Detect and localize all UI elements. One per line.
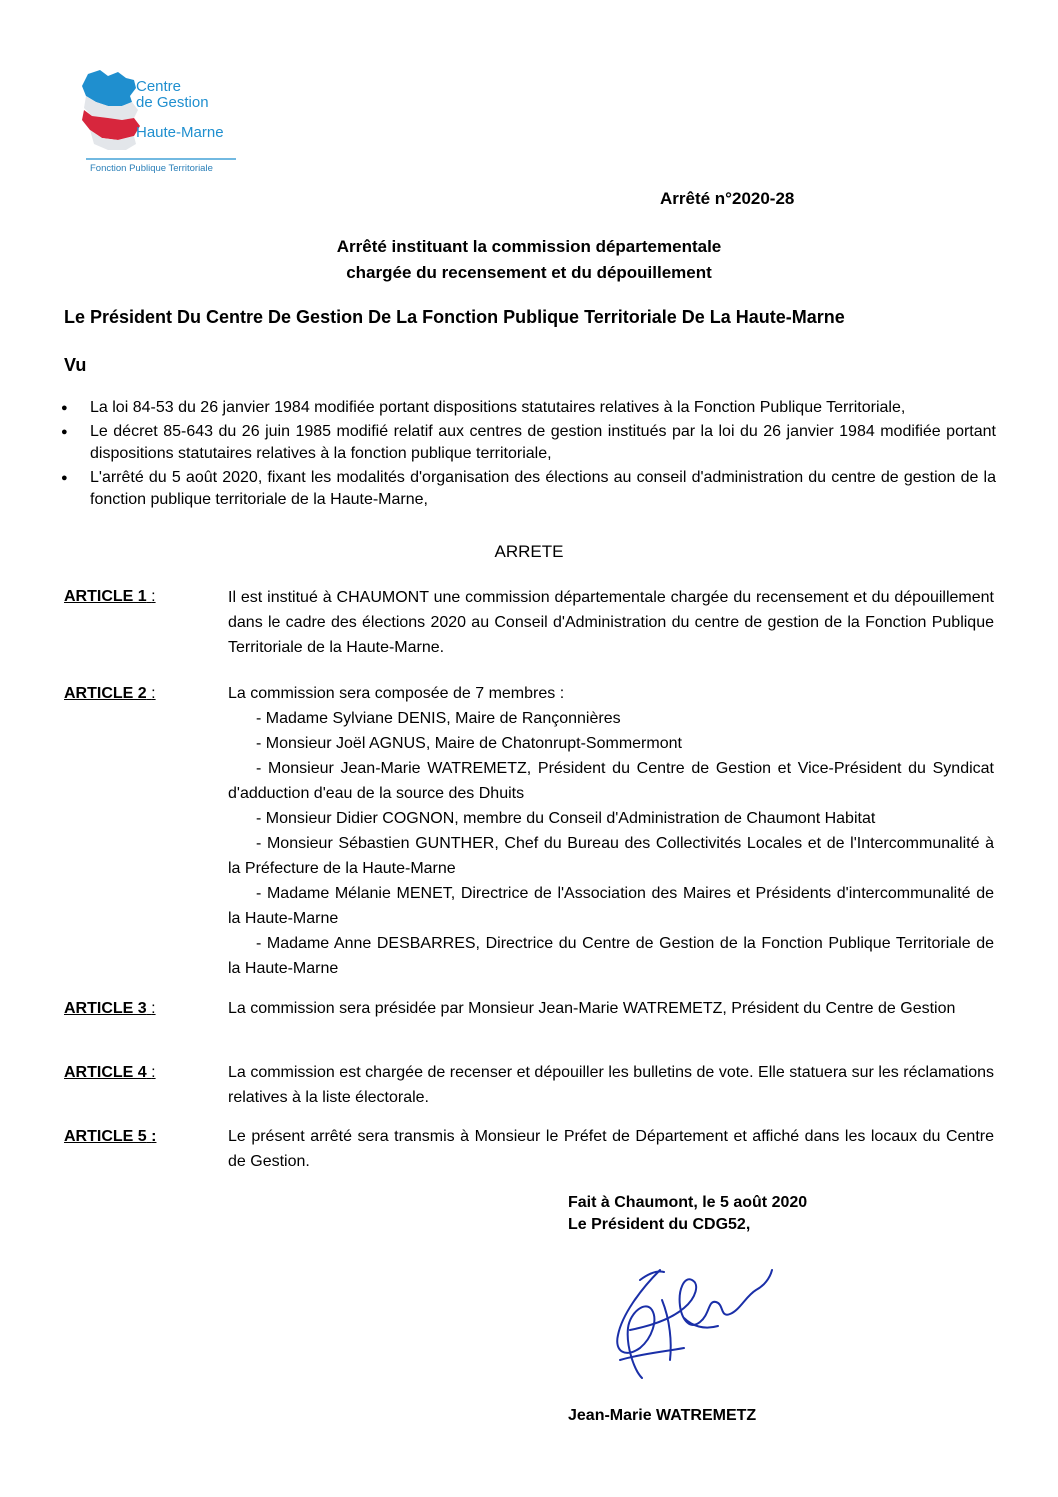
arrete-heading: ARRETE xyxy=(494,542,564,561)
list-item: ● La loi 84-53 du 26 janvier 1984 modifiée portant dispositions statutaires relatives à la Fonction Publique Territoriale, xyxy=(60,397,996,419)
signoff-place-date: Fait à Chaumont, le 5 août 2020 xyxy=(568,1194,808,1211)
article-3-text: La commission sera présidée par Monsieur Jean-Marie WATREMETZ, Président du Centre de Gestion xyxy=(228,1000,956,1017)
signoff-role: Le Président du CDG52, xyxy=(568,1216,751,1233)
article-1-label: ARTICLE 1 : xyxy=(64,588,156,605)
article-2-intro: La commission sera composée de 7 membres : xyxy=(228,685,565,702)
signoff-block xyxy=(568,1192,807,1236)
member-item: - Madame Anne DESBARRES, Directrice du Centre de Gestion de la Fonction Publique Territoriale de la Haute-Marne xyxy=(228,935,994,977)
member-item: - Madame Sylviane DENIS, Maire de Rançonnières xyxy=(256,710,621,727)
member-item: - Madame Mélanie MENET, Directrice de l'Association des Maires et Présidents d'intercommunalité de la Haute-Marne xyxy=(228,885,994,927)
member-item: - Monsieur Didier COGNON, membre du Conseil d'Administration de Chaumont Habitat xyxy=(256,810,876,827)
document-title xyxy=(0,234,1058,286)
article-2-label: ARTICLE 2 : xyxy=(64,685,156,702)
article-3-label: ARTICLE 3 : xyxy=(64,1000,156,1017)
title-line-1: Arrêté instituant la commission départementale xyxy=(336,237,722,256)
article-2-text xyxy=(228,681,994,981)
logo-line-2: de Gestion xyxy=(136,94,209,111)
considerations-list xyxy=(60,397,996,513)
logo-line-1: Centre xyxy=(136,78,182,95)
handwritten-signature xyxy=(600,1260,775,1385)
bullet-icon: ● xyxy=(61,472,68,484)
member-item: - Monsieur Joël AGNUS, Maire de Chatonrupt-Sommermont xyxy=(256,735,682,752)
member-item: - Monsieur Jean-Marie WATREMETZ, Président du Centre de Gestion et Vice-Président du Syndicat d'adduction d'eau de la source des Dhuits xyxy=(228,760,994,802)
article-5-label: ARTICLE 5 : xyxy=(64,1128,157,1145)
bullet-icon: ● xyxy=(61,426,68,438)
list-item: ● Le décret 85-643 du 26 juin 1985 modifié relatif aux centres de gestion institués par la loi du 26 janvier 1984 modifiée portant dispositions statutaires relatives à la fonction publique territoriale, xyxy=(61,423,996,462)
logo-line-3: Haute-Marne xyxy=(136,124,224,141)
list-item: ● L'arrêté du 5 août 2020, fixant les modalités d'organisation des élections au conseil d'administration du centre de gestion de la fonction publique territoriale de la Haute-Marne, xyxy=(61,469,996,508)
logo-tagline: Fonction Publique Territoriale xyxy=(90,163,213,174)
decree-number: Arrêté n°2020-28 xyxy=(660,189,795,208)
article-5-text: Le présent arrêté sera transmis à Monsieur le Préfet de Département et affiché dans les locaux du Centre de Gestion. xyxy=(228,1128,994,1170)
member-item: - Monsieur Sébastien GUNTHER, Chef du Bureau des Collectivités Locales et de l'Intercommunalité à la Préfecture de la Haute-Marne xyxy=(228,835,994,877)
cdg-logo xyxy=(78,66,243,176)
bullet-icon: ● xyxy=(61,402,68,414)
vu-label: Vu xyxy=(64,355,87,375)
article-4-text: La commission est chargée de recenser et dépouiller les bulletins de vote. Elle statuera sur les réclamations relatives à la liste électorale. xyxy=(228,1064,994,1106)
article-1-text: Il est institué à CHAUMONT une commission départementale chargée du recensement et du dépouillement dans le cadre des élections 2020 au Conseil d'Administration du centre de gestion de la Fonction Publique Territoriale de la Haute-Marne. xyxy=(228,589,994,656)
president-heading: Le Président Du Centre De Gestion De La Fonction Publique Territoriale De La Haute-Marne xyxy=(64,307,845,327)
title-line-2: chargée du recensement et du dépouillement xyxy=(346,263,712,282)
article-4-label: ARTICLE 4 : xyxy=(64,1064,156,1081)
signer-name: Jean-Marie WATREMETZ xyxy=(568,1407,757,1424)
